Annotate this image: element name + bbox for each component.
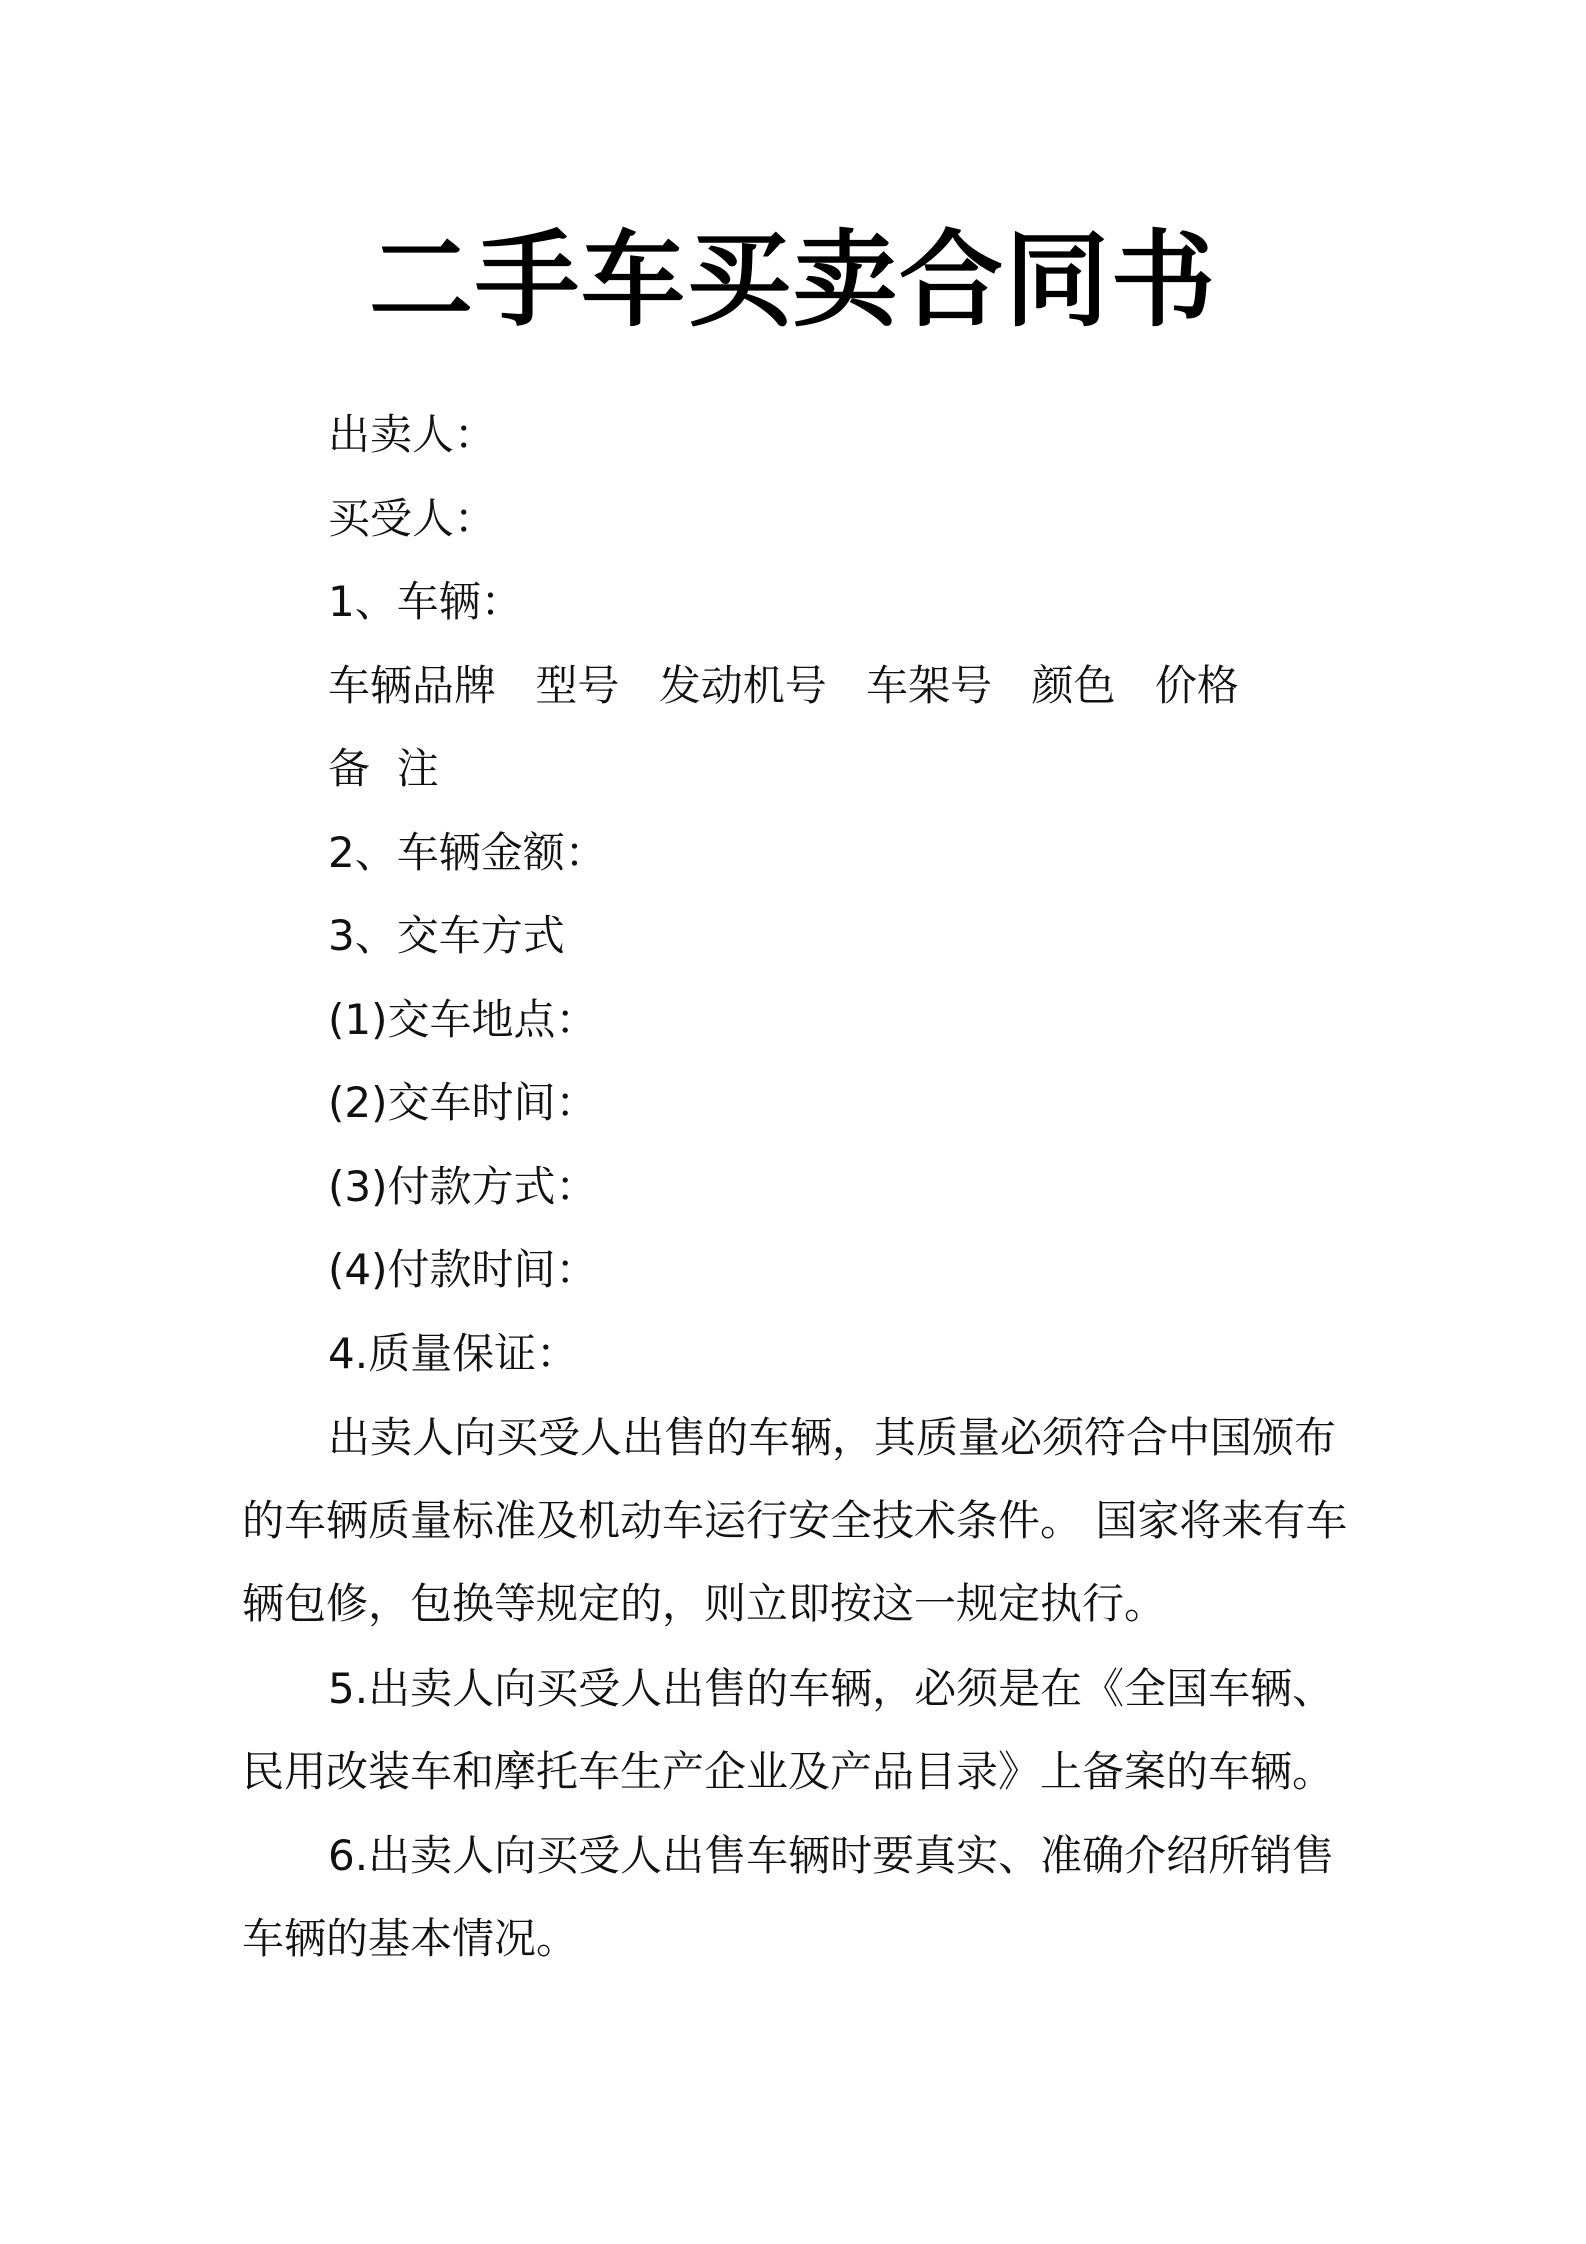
payment-time: (4)付款时间： <box>328 1245 598 1294</box>
field-frame-number: 车架号 <box>866 661 993 710</box>
delivery-time: (2)交车时间： <box>328 1078 598 1127</box>
section4-paragraph: 出卖人向买受人出售的车辆，其质量必须符合中国颁布的车辆质量标准及机动车运行安全技术条件。 国家将来有车辆包修，包换等规定的，则立即按这一规定执行。 <box>242 1413 1348 1628</box>
section6-paragraph: 6.出卖人向买受人出售车辆时要真实、准确介绍所销售车辆的基本情况。 <box>242 1831 1335 1963</box>
vehicle-fields-row <box>328 656 1239 716</box>
field-color: 颜色 <box>1031 661 1116 710</box>
seller-label: 出卖人： <box>328 410 497 459</box>
field-price: 价格 <box>1154 661 1239 710</box>
delivery-place: (1)交车地点： <box>328 995 598 1044</box>
section1-heading: 1、车辆： <box>328 577 523 626</box>
section2-heading: 2、车辆金额： <box>328 828 607 877</box>
document-title: 二手车买卖合同书 <box>368 219 1217 341</box>
buyer-label: 买受人： <box>328 494 497 543</box>
payment-method: (3)付款方式： <box>328 1162 598 1211</box>
remark-label: 备 注 <box>328 744 439 793</box>
section5-paragraph: 5.出卖人向买受人出售的车辆，必须是在《全国车辆、民用改装车和摩托车生产企业及产品目录》上备案的车辆。 <box>242 1664 1335 1796</box>
section4-heading: 4.质量保证： <box>328 1329 579 1378</box>
field-brand: 车辆品牌 <box>328 661 497 710</box>
section3-heading: 3、交车方式 <box>328 911 565 960</box>
field-model: 型号 <box>535 661 620 710</box>
field-engine-number: 发动机号 <box>658 661 827 710</box>
